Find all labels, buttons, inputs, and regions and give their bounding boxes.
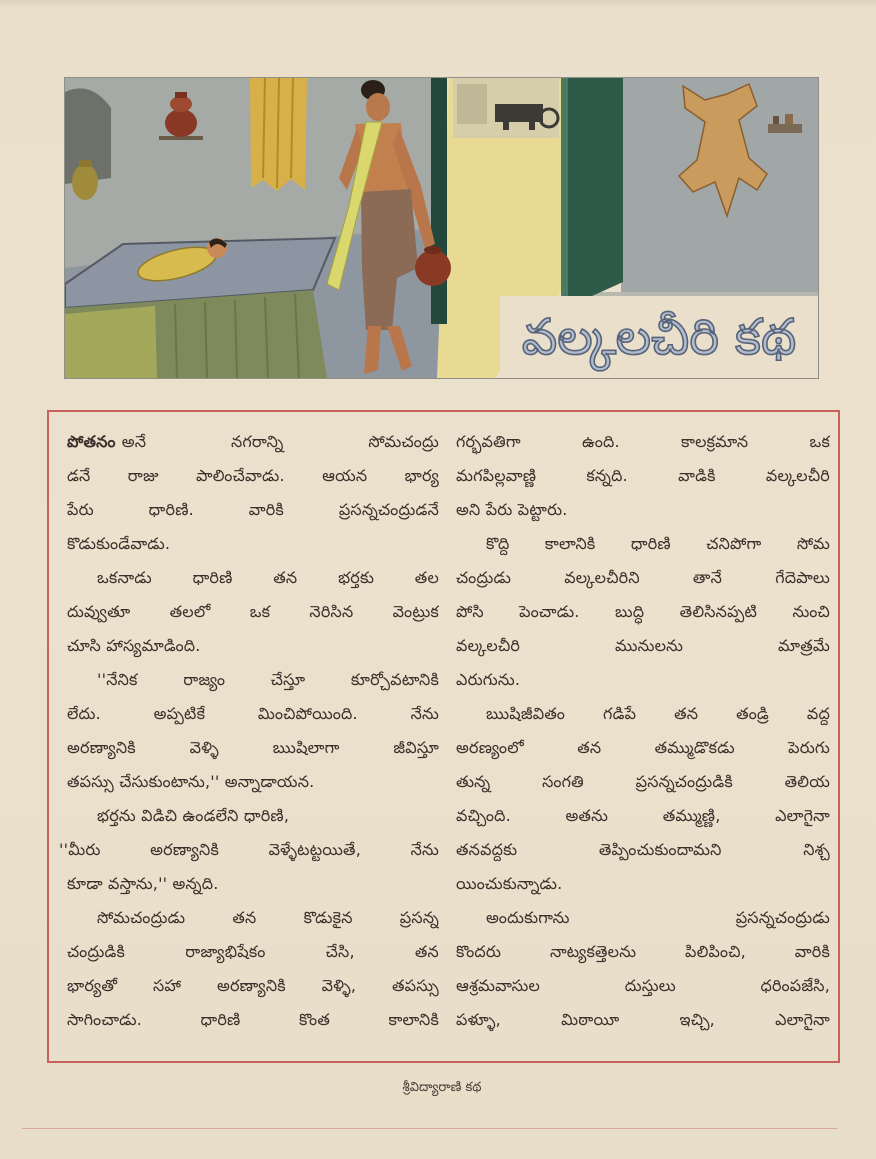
text-line: లేదు. అప్పటికే మించిపోయింది. నేను [67, 704, 439, 723]
text-line: అని పేరు పెట్టారు. [456, 500, 568, 519]
text-line [67, 425, 439, 459]
text-line: అరణ్యంలో తన తమ్ముడొకడు పెరుగు [456, 738, 830, 757]
text-line: వల్కలచీరి మునులను మాత్రమే [456, 636, 830, 655]
story-right-column [456, 425, 830, 1037]
text-line: చంద్రుడు వల్కలచీరిని తానే గేదెపాలు [456, 568, 830, 587]
text-line: ఎరుగును. [456, 670, 521, 689]
text-line: మగపిల్లవాణ్ణి కన్నది. వాడికి వల్కలచీరి [456, 466, 830, 485]
text-line-content: అనే నగరాన్ని సోమచంద్రు [121, 432, 439, 451]
text-line: కొందరు నాట్యకత్తెలను పిలిపించి, వారికి [456, 942, 830, 961]
text-line: చంద్రుడికి రాజ్యాభిషేకం చేసి, తన [67, 942, 439, 961]
text-line: గర్భవతిగా ఉంది. కాలక్రమాన ఒక [456, 432, 830, 451]
text-line: తనవద్దకు తెప్పించుకుందామని నిశ్చ [456, 840, 830, 859]
text-line: డనే రాజు పాలించేవాడు. ఆయన భార్య [67, 466, 439, 485]
text-line: దువ్వుతూ తలలో ఒక నెరిసిన వెంట్రుక [67, 602, 439, 621]
outside-view [453, 78, 559, 138]
text-line: పోసి పెంచాడు. బుద్ధి తెలిసినప్పటి నుంచి [456, 602, 830, 621]
text-line: ఋషిజీవితం గడిపే తన తండ్రి వద్ద [486, 704, 830, 723]
title-box [500, 296, 818, 378]
text-line: వచ్చింది. అతను తమ్ముణ్ణి, ఎలాగైనా [456, 806, 830, 825]
text-line: ఒకనాడు ధారిణి తన భర్తకు తల [97, 568, 439, 587]
text-line: యించుకున్నాడు. [456, 874, 563, 893]
page-footer [0, 1080, 876, 1098]
text-line: తున్న సంగతి ప్రసన్నచంద్రుడికి తెలియ [456, 772, 830, 791]
text-line: పళ్ళూ, మిఠాయీ ఇచ్చి, ఎలాగైనా [456, 1010, 830, 1029]
green-door [561, 78, 623, 310]
text-line: భర్తను విడిచి ఉండలేని ధారిణి, [97, 806, 290, 825]
text-line: భార్యతో సహా అరణ్యానికి వెళ్ళి, తపస్సు [67, 976, 439, 995]
text-line: కొద్ది కాలానికి ధారిణి చనిపోగా సోమ [486, 534, 830, 553]
text-line: అరణ్యానికి వెళ్ళి ఋషిలాగా జీవిస్తూ [67, 738, 439, 757]
text-line: ''మీరు అరణ్యానికి వెళ్ళేటట్టయితే, నేను [59, 840, 439, 859]
story-left-column [59, 425, 439, 1037]
text-line: కూడా వస్తాను,'' అన్నది. [67, 874, 219, 893]
text-line: చూసి హాస్యమాడింది. [67, 636, 201, 655]
opening-word: పోతనం [67, 432, 116, 451]
footer-text: శ్రీవిద్యారాణి కథ [402, 1080, 482, 1095]
text-line: కొడుకుండేవాడు. [67, 534, 171, 553]
door-post [431, 78, 447, 324]
text-line: తపస్సు చేసుకుంటాను,'' అన్నాడాయన. [67, 772, 315, 791]
text-line: ఆశ్రమవాసుల దుస్తులు ధరింపజేసి, [456, 976, 830, 995]
story-title: వల్కలచీరి కథ [521, 308, 797, 366]
text-line: ''నేనిక రాజ్యం చేస్తూ కూర్చోవటానికి [97, 670, 439, 689]
text-line: సాగించాడు. ధారిణి కొంత కాలానికి [67, 1010, 439, 1029]
text-line: సోమచంద్రుడు తన కొడుకైన ప్రసన్న [97, 908, 439, 927]
yellow-curtain [250, 78, 307, 191]
text-line: అందుకుగాను ప్రసన్నచంద్రుడు [486, 908, 830, 927]
text-line: పేరు ధారిణి. వారికి ప్రసన్నచంద్రుడనే [67, 500, 439, 519]
bottom-rule [22, 1128, 837, 1129]
